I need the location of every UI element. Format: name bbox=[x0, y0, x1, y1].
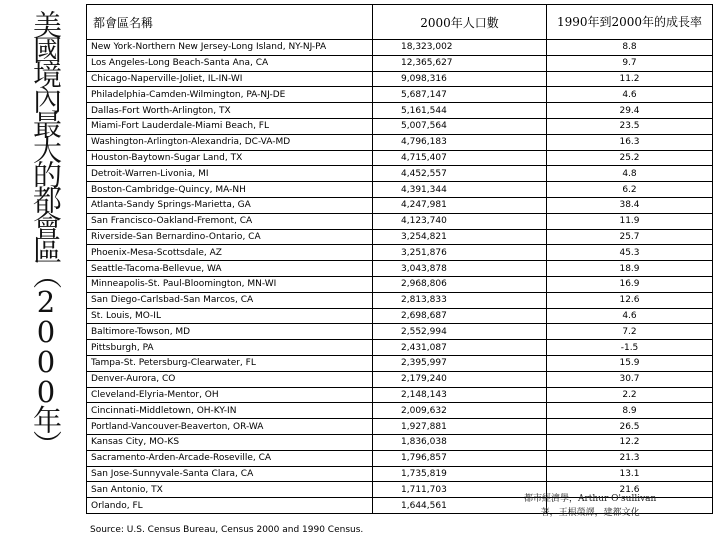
cell-population: 2,968,806 bbox=[373, 276, 547, 292]
cell-region: Washington-Arlington-Alexandria, DC-VA-MD bbox=[87, 134, 373, 150]
cell-growth: 25.7 bbox=[547, 229, 713, 245]
cell-population: 4,391,344 bbox=[373, 182, 547, 198]
cell-region: Orlando, FL bbox=[87, 498, 373, 514]
cell-growth: 23.5 bbox=[547, 118, 713, 134]
cell-population: 1,711,703 bbox=[373, 482, 547, 498]
cell-region: Cleveland-Elyria-Mentor, OH bbox=[87, 387, 373, 403]
cell-growth: 4.6 bbox=[547, 87, 713, 103]
table-row bbox=[87, 450, 713, 466]
table-row bbox=[87, 55, 713, 71]
cell-population: 4,715,407 bbox=[373, 150, 547, 166]
cell-growth: 25.2 bbox=[547, 150, 713, 166]
book-credit bbox=[524, 492, 656, 520]
cell-growth: 4.8 bbox=[547, 166, 713, 182]
table-row bbox=[87, 324, 713, 340]
cell-population: 2,431,087 bbox=[373, 340, 547, 356]
cell-population: 2,009,632 bbox=[373, 403, 547, 419]
cell-population: 3,043,878 bbox=[373, 261, 547, 277]
header-region: 都會區名稱 bbox=[87, 5, 373, 40]
cell-population: 2,148,143 bbox=[373, 387, 547, 403]
cell-population: 4,247,981 bbox=[373, 197, 547, 213]
cell-population: 1,796,857 bbox=[373, 450, 547, 466]
cell-region: San Jose-Sunnyvale-Santa Clara, CA bbox=[87, 466, 373, 482]
table-row bbox=[87, 71, 713, 87]
cell-growth: 11.2 bbox=[547, 71, 713, 87]
cell-region: Phoenix-Mesa-Scottsdale, AZ bbox=[87, 245, 373, 261]
cell-region: Baltimore-Towson, MD bbox=[87, 324, 373, 340]
cell-region: Denver-Aurora, CO bbox=[87, 371, 373, 387]
cell-growth: 15.9 bbox=[547, 355, 713, 371]
cell-region: New York-Northern New Jersey-Long Island, NY-NJ-PA bbox=[87, 40, 373, 56]
cell-population: 2,179,240 bbox=[373, 371, 547, 387]
table-row bbox=[87, 371, 713, 387]
cell-population: 1,836,038 bbox=[373, 434, 547, 450]
table-row bbox=[87, 87, 713, 103]
source-note: Source: U.S. Census Bureau, Census 2000 and 1990 Census. bbox=[90, 525, 364, 535]
cell-growth: 21.3 bbox=[547, 450, 713, 466]
cell-growth: 2.2 bbox=[547, 387, 713, 403]
cell-region: Dallas-Fort Worth-Arlington, TX bbox=[87, 103, 373, 119]
cell-growth: 8.8 bbox=[547, 40, 713, 56]
cell-region: Houston-Baytown-Sugar Land, TX bbox=[87, 150, 373, 166]
cell-growth: 9.7 bbox=[547, 55, 713, 71]
cell-population: 2,552,994 bbox=[373, 324, 547, 340]
cell-population: 9,098,316 bbox=[373, 71, 547, 87]
credit-line-2: 著，王根榮譯，建都文化 bbox=[540, 508, 640, 518]
cell-growth: 45.3 bbox=[547, 245, 713, 261]
cell-growth: 13.1 bbox=[547, 466, 713, 482]
cell-population: 4,796,183 bbox=[373, 134, 547, 150]
table-row bbox=[87, 134, 713, 150]
cell-growth: 29.4 bbox=[547, 103, 713, 119]
cell-population: 1,735,819 bbox=[373, 466, 547, 482]
header-population: 2000年人口數 bbox=[373, 5, 547, 40]
table-row bbox=[87, 261, 713, 277]
table-row bbox=[87, 213, 713, 229]
cell-population: 1,644,561 bbox=[373, 498, 547, 514]
cell-population: 2,698,687 bbox=[373, 308, 547, 324]
cell-population: 5,007,564 bbox=[373, 118, 547, 134]
cell-growth: 26.5 bbox=[547, 419, 713, 435]
credit-line-1: 都市經濟學，Arthur O'sullivan bbox=[524, 494, 657, 504]
table-row bbox=[87, 308, 713, 324]
cell-region: San Diego-Carlsbad-San Marcos, CA bbox=[87, 292, 373, 308]
cell-region: Detroit-Warren-Livonia, MI bbox=[87, 166, 373, 182]
cell-population: 1,927,881 bbox=[373, 419, 547, 435]
cell-growth: 16.3 bbox=[547, 134, 713, 150]
cell-region: Chicago-Naperville-Joliet, IL-IN-WI bbox=[87, 71, 373, 87]
cell-region: San Francisco-Oakland-Fremont, CA bbox=[87, 213, 373, 229]
cell-growth: 18.9 bbox=[547, 261, 713, 277]
cell-region: Atlanta-Sandy Springs-Marietta, GA bbox=[87, 197, 373, 213]
table-row bbox=[87, 434, 713, 450]
table-row bbox=[87, 355, 713, 371]
cell-population: 5,687,147 bbox=[373, 87, 547, 103]
table-row bbox=[87, 387, 713, 403]
cell-growth: 6.2 bbox=[547, 182, 713, 198]
table-body bbox=[87, 40, 713, 514]
cell-region: Cincinnati-Middletown, OH-KY-IN bbox=[87, 403, 373, 419]
cell-growth: 38.4 bbox=[547, 197, 713, 213]
metro-table-container bbox=[86, 4, 712, 514]
cell-region: Miami-Fort Lauderdale-Miami Beach, FL bbox=[87, 118, 373, 134]
cell-population: 3,251,876 bbox=[373, 245, 547, 261]
table-row bbox=[87, 166, 713, 182]
cell-growth: 30.7 bbox=[547, 371, 713, 387]
cell-growth: 8.9 bbox=[547, 403, 713, 419]
cell-region: San Antonio, TX bbox=[87, 482, 373, 498]
cell-population: 18,323,002 bbox=[373, 40, 547, 56]
cell-population: 4,123,740 bbox=[373, 213, 547, 229]
table-row bbox=[87, 245, 713, 261]
table-row bbox=[87, 182, 713, 198]
table-header-row bbox=[87, 5, 713, 40]
cell-region: Portland-Vancouver-Beaverton, OR-WA bbox=[87, 419, 373, 435]
cell-population: 2,395,997 bbox=[373, 355, 547, 371]
cell-growth: 12.2 bbox=[547, 434, 713, 450]
cell-growth: -1.5 bbox=[547, 340, 713, 356]
cell-region: Los Angeles-Long Beach-Santa Ana, CA bbox=[87, 55, 373, 71]
cell-population: 12,365,627 bbox=[373, 55, 547, 71]
cell-region: Tampa-St. Petersburg-Clearwater, FL bbox=[87, 355, 373, 371]
cell-region: Riverside-San Bernardino-Ontario, CA bbox=[87, 229, 373, 245]
cell-region: Minneapolis-St. Paul-Bloomington, MN-WI bbox=[87, 276, 373, 292]
table-row bbox=[87, 118, 713, 134]
table-row bbox=[87, 466, 713, 482]
table-row bbox=[87, 340, 713, 356]
cell-region: St. Louis, MO-IL bbox=[87, 308, 373, 324]
cell-growth: 21.6 bbox=[547, 482, 713, 498]
table-row bbox=[87, 40, 713, 56]
cell-region: Pittsburgh, PA bbox=[87, 340, 373, 356]
table-row bbox=[87, 276, 713, 292]
cell-population: 4,452,557 bbox=[373, 166, 547, 182]
cell-growth: 7.2 bbox=[547, 324, 713, 340]
header-growth: 1990年到2000年的成長率 bbox=[547, 5, 713, 40]
cell-region: Kansas City, MO-KS bbox=[87, 434, 373, 450]
table-row bbox=[87, 229, 713, 245]
cell-growth: 12.6 bbox=[547, 292, 713, 308]
table-row bbox=[87, 150, 713, 166]
cell-population: 3,254,821 bbox=[373, 229, 547, 245]
cell-region: Philadelphia-Camden-Wilmington, PA-NJ-DE bbox=[87, 87, 373, 103]
cell-population: 5,161,544 bbox=[373, 103, 547, 119]
cell-region: Sacramento-Arden-Arcade-Roseville, CA bbox=[87, 450, 373, 466]
table-row bbox=[87, 197, 713, 213]
table-row bbox=[87, 292, 713, 308]
cell-growth: 11.9 bbox=[547, 213, 713, 229]
cell-growth: 16.9 bbox=[547, 276, 713, 292]
table-row bbox=[87, 103, 713, 119]
cell-region: Boston-Cambridge-Quincy, MA-NH bbox=[87, 182, 373, 198]
table-row bbox=[87, 403, 713, 419]
cell-growth: 4.6 bbox=[547, 308, 713, 324]
cell-population: 2,813,833 bbox=[373, 292, 547, 308]
side-title: 美國境內最大的都會區（2000年） bbox=[29, 10, 63, 455]
table-row bbox=[87, 419, 713, 435]
metro-population-table bbox=[86, 4, 713, 514]
cell-region: Seattle-Tacoma-Bellevue, WA bbox=[87, 261, 373, 277]
